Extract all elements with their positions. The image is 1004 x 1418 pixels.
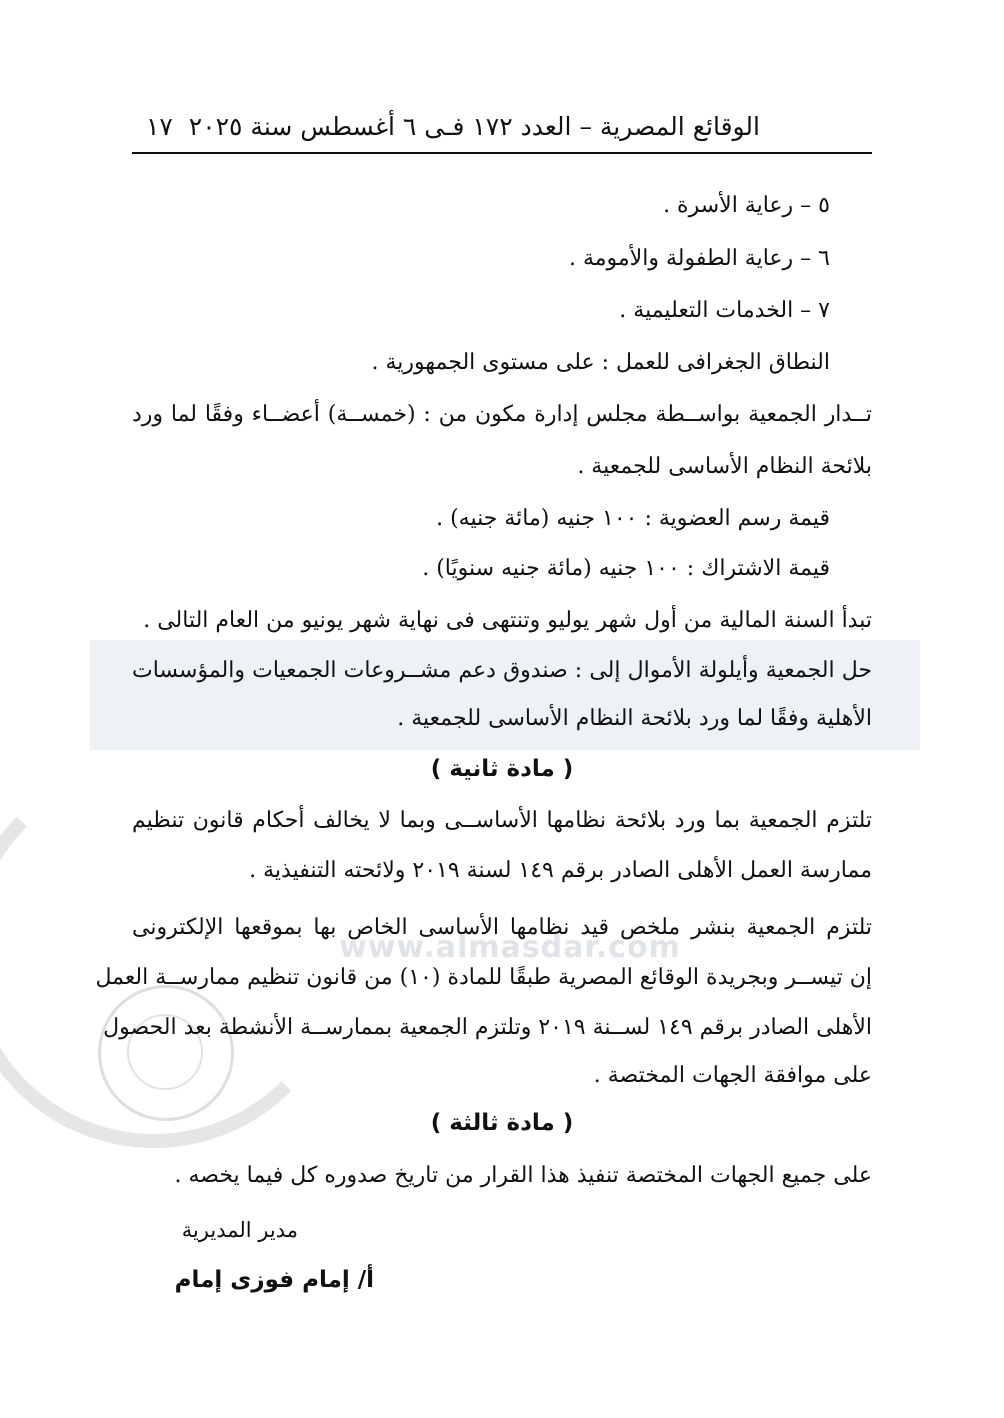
article-2-p2-line-3: الأهلى الصادر برقم ١٤٩ لســنة ٢٠١٩ وتلتزم الجمعية بممارســة الأنشطة بعد الحصول [103, 1015, 872, 1040]
article-2-p2-line-1: تلتزم الجمعية بنشر ملخص قيد نظامها الأساسى الخاص بها بموقعها الإلكترونى [132, 915, 872, 940]
article-2-p2-line-4: على موافقة الجهات المختصة . [593, 1063, 872, 1088]
article-3-text: على جميع الجهات المختصة تنفيذ هذا القرار من تاريخ صدوره كل فيما يخصه . [174, 1163, 872, 1188]
watermark-url: www.almasdar.com [339, 930, 681, 965]
watermark-seal [98, 985, 234, 1121]
dissolution-line-2: الأهلية وفقًا لما ورد بلائحة النظام الأساسى للجمعية . [397, 706, 872, 731]
list-item: ٦ – رعاية الطفولة والأمومة . [568, 246, 830, 271]
board-line-1: تــدار الجمعية بواســطة مجلس إدارة مكون من : (خمســة) أعضــاء وفقًا لما ورد [132, 402, 872, 427]
fiscal-year: تبدأ السنة المالية من أول شهر يوليو وتنتهى فى نهاية شهر يونيو من العام التالى . [143, 608, 872, 633]
article-2-p2-line-2: إن تيســر وبجريدة الوقائع المصرية طبقًا للمادة (١٠) من قانون تنظيم ممارســة العمل [95, 965, 872, 990]
board-line-2: بلائحة النظام الأساسى للجمعية . [577, 454, 872, 479]
article-2-p1-line-2: ممارسة العمل الأهلى الصادر برقم ١٤٩ لسنة ٢٠١٩ ولائحته التنفيذية . [249, 858, 872, 883]
article-2-p1-line-1: تلتزم الجمعية بما ورد بلائحة نظامها الأساســى وبما لا يخالف أحكام قانون تنظيم [132, 808, 872, 833]
list-item: ٧ – الخدمات التعليمية . [619, 298, 830, 323]
membership-fee: قيمة رسم العضوية : ١٠٠ جنيه (مائة جنيه) . [436, 506, 830, 531]
list-item: ٥ – رعاية الأسرة . [663, 193, 830, 218]
gazette-header-title: الوقائع المصرية – العدد ١٧٢ فـى ٦ أغسطس سنة ٢٠٢٥ [188, 112, 760, 141]
dissolution-line-1: حل الجمعية وأيلولة الأموال إلى : صندوق دعم مشــروعات الجمعيات والمؤسسات [132, 658, 872, 683]
article-3-heading: ( مادة ثالثة ) [430, 1110, 574, 1136]
article-2-heading: ( مادة ثانية ) [430, 756, 574, 782]
signature-name: أ/ إمام فوزى إمام [174, 1267, 374, 1293]
page-number: ١٧ [146, 112, 173, 141]
subscription-fee: قيمة الاشتراك : ١٠٠ جنيه (مائة جنيه سنويًا) . [422, 556, 830, 581]
watermark-band [90, 640, 920, 750]
geographic-scope: النطاق الجغرافى للعمل : على مستوى الجمهورية . [371, 350, 830, 375]
signature-title: مدير المديرية [181, 1218, 298, 1242]
page-header [132, 108, 872, 154]
